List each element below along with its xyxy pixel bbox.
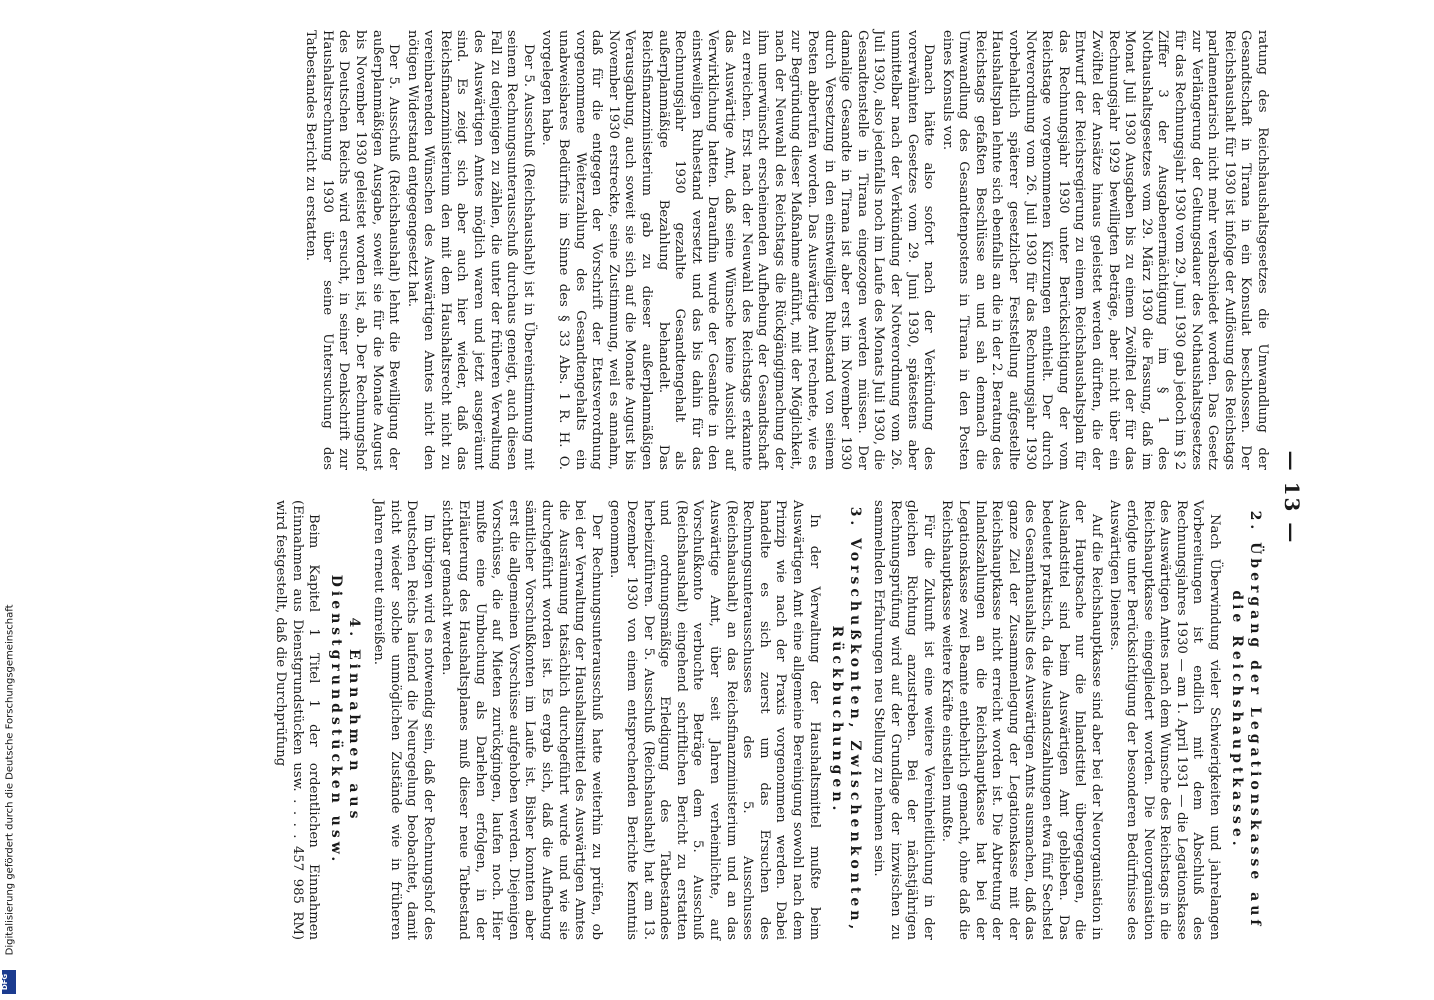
paragraph: Der 5. Ausschuß (Reichshaushalt) lehnt die Bewilligung der außerplanmäßigen Ausgabe, soweit sie für die Monate August bis November 1930 geleistet worden ist, ab. Der Rechnungshof des Deutschen Reichs wird ersucht, in seiner Denkschrift zur Haushaltsrechnung 1930 über seine Untersuchung des Tatbestandes Bericht zu erstatten. [303, 30, 402, 470]
paragraph: Danach hätte also sofort nach der Verkündung des vorerwähnten Gesetzes vom 29. Juni 1930, spätestens aber unmittelbar nach der Verkündung der Notverordnung vom 26. Juli 1930, also jedenfalls noch im Laufe des Monats Juli 1930, die Gesandtenstelle in Tirana eingezogen werden müssen. Der damalige Gesandte in Tirana ist aber erst im November 1930 durch Versetzung in den einstweiligen Ruhestand von seinem Posten abberufen worden. Das Auswärtige Amt rechnete, wie es zur Begründung dieser Maßnahme anführt, mit der Möglichkeit, nach der Neuwahl des Reichstags die Rückgängigmachung der ihm unerwünscht erscheinenden Aufhebung der Gesandtschaft zu erreichen. Erst nach der Neuwahl des Reichstags erkannte das Auswärtige Amt, daß seine Wünsche keine Aussicht auf Verwirklichung hatten. Daraufhin wurde der Gesandte in den einstweiligen Ruhestand versetzt und das bis dahin für das Rechnungsjahr 1930 gezahlte Gesandtengehalt als außerplanmäßige Bezahlung behandelt. Das Reichsfinanzministerium gab zu dieser außerplanmäßigen Verausgabung, auch soweit sie sich auf die Monate August bis November 1930 erstreckte, seine Zustimmung, weil es annahm, daß für die entgegen der Vorschrift der Etatsverordnung vorgenommene Weiterzahlung des Gesandtengehalts ein unabweisbares Bedürfnis im Sinne des § 33 Abs. 1 R. H. O. vorgelegen habe. [539, 30, 937, 470]
paragraph: In der Verwaltung der Haushaltsmittel mußte beim Auswärtigen Amt eine allgemeine Bereinigung sowohl nach dem Prinzip wie nach der Praxis vorgenommen werden. Dabei handelte es sich zuerst um das Ersuchen des Rechnungsunterausschusses des 5. Ausschusses (Reichshaushalt) an das Reichsfinanzministerium und an das Auswärtige Amt, über seit Jahren verheimlichte, auf Vorschußkonto verbuchte Beträge dem 5. Ausschuß (Reichshaushalt) eingehend schriftlichen Bericht zu erstatten und ordnungsmäßige Erledigung des Tatbestandes herbeizuführen. Der 5. Ausschuß (Reichshaushalt) hat am 13. Dezember 1930 von einem entsprechenden Berichte Kenntnis genommen. [607, 500, 822, 940]
dfg-logo [2, 970, 16, 994]
right-column [270, 500, 1270, 940]
scanned-page [135, 20, 1310, 975]
paragraph: Nach Überwindung vieler Schwierigkeiten und jahrelangen Vorbereitungen ist endlich mit dem Abschluß des Rechnungsjahres 1930 — am 1. April 1931 — die Legationskasse des Auswärtigen Amtes nach dem Wunsche des Reichstags in die Reichshauptkasse eingegliedert worden. Die Neuorganisation erfolgte unter Berücksichtigung der besonderen Bedürfnisse des Auswärtigen Dienstes. [1107, 500, 1222, 940]
paragraph: Der Rechnungsunterausschuß hatte weiterhin zu prüfen, ob bei der Verwaltung der Haushaltsmittel des Auswärtigen Amtes die Ausräumung tatsächlich durchgeführt wurde und wie sie durchgeführt worden ist. Es ergab sich, daß die Aufhebung sämtlicher Vorschußkonten im Laufe ist. Bisher konnten aber erst die allgemeinen Vorschüsse aufgehoben werden. Diejenigen Vorschüsse, die auf Mieten zurückgingen, laufen noch. Hier mußte eine Umbuchung als Darlehen erfolgen, in der Erläuterung des Haushaltsplanes muß dieser neue Tatbestand sichtbar gemacht werden. [439, 500, 604, 940]
section-heading: 2. Übergang der Legationskasse auf die Reichshauptkasse. [1229, 510, 1263, 930]
left-column [300, 30, 1270, 470]
digitization-credit [2, 605, 16, 995]
rotated-page-content [135, 20, 1310, 975]
logo-text: DFG [1, 973, 10, 991]
paragraph: Auf die Reichshauptkasse sind aber bei der Neuorganisation in der Hauptsache nur die Inlandstitel übergegangen, die Auslandstitel sind beim Auswärtigen Amt geblieben. Das bedeutet praktisch, da die Auslandszahlungen etwa fünf Sechstel des Gesamthaushalts des Auswärtigen Amts ausmachen, daß das ganze Ziel der Zusammenlegung der Legationskasse mit der Reichshauptkasse nicht erreicht worden ist. Die Abtretung der Inlandszahlungen an die Reichshauptkasse hat bei der Legationskasse zwei Beamte entbehrlich gemacht, ohne daß die Reichshauptkasse weitere Kräfte einstellen mußte. [939, 500, 1104, 940]
paragraph: Beim Kapitel 1 Titel 1 der ordentlichen Einnahmen (Einnahmen aus Dienstgrundstücken usw. . . . . 457 985 RM) wird festgestellt, daß die Durchprüfung [273, 500, 322, 940]
page-number: — 13 — [1280, 450, 1304, 545]
paragraph: ratung des Reichshaushaltsgesetzes die Umwandlung der Gesandtschaft in Tirana in ein Konsulat beschlossen. Der Reichshaushalt für 1930 ist infolge der Auflösung des Reichstags parlamentarisch nicht mehr verabschiedet worden. Das Gesetz zur Verlängerung der Geltungsdauer des Nothaushaltsgesetzes für das Rechnungsjahr 1930 vom 29. Juni 1930 gab jedoch im § 2 Ziffer 3 der Ausgabenermächtigung im § 1 des Nothaushaltsgesetzes vom 29. März 1930 die Fassung, daß im Monat Juli 1930 Ausgaben bis zu einem Zwölftel der für das Rechnungsjahr 1929 bewilligten Beträge, aber nicht über ein Zwölftel der Ansätze hinaus geleistet werden dürften, die der Entwurf der Reichsregierung zu einem Reichshaushaltsplan für das Rechnungsjahr 1930 unter Berücksichtigung der vom Reichstage vorgenommenen Kürzungen enthielt. Der durch Notverordnung vom 26. Juli 1930 für das Rechnungsjahr 1930 vorbehaltlich späterer gesetzlicher Feststellung aufgestellte Haushaltsplan lehnte sich ebenfalls an die in der 2. Beratung des Reichstags gefaßten Beschlüsse an und sah demnach die Umwandlung des Gesandtenpostens in Tirana in den Posten eines Konsuls vor. [939, 30, 1270, 470]
paragraph: Für die Zukunft ist eine weitere Vereinheitlichung in der gleichen Richtung anzustreben. Bei der nächstjährigen Rechnungsprüfung wird auf der Grundlage der inzwischen zu sammelnden Erfahrungen neu Stellung zu nehmen sein. [871, 500, 936, 940]
paragraph: Der 5. Ausschuß (Reichshaushalt) ist in Übereinstimmung mit seinem Rechnungsunterausschuß durchaus geneigt, auch diesen Fall zu denjenigen zu zählen, die unter der früheren Verwaltung des Auswärtigen Amtes möglich waren und jetzt ausgeräumt sind. Es zeigt sich aber auch hier wieder, daß das Reichsfinanzministerium den mit dem Haushaltsrecht nicht zu vereinbarenden Wünschen des Auswärtigen Amtes nicht den nötigen Widerstand entgegengesetzt hat. [404, 30, 536, 470]
credit-text: Digitalisierung gefördert durch die Deutsche Forschungsgemeinschaft [4, 604, 16, 956]
paragraph: Im übrigen wird es notwendig sein, daß der Rechnungshof des Deutschen Reichs laufend die Neuregelung beobachtet, damit nicht wieder solche unmöglichen Zustände wie in früheren Jahren erneut einreißen. [371, 500, 436, 940]
section-heading: 3. Vorschußkonten, Zwischenkonten, Rückbuchungen. [828, 506, 863, 934]
section-heading: 4. Einnahmen aus Dienstgrundstücken usw. [328, 574, 363, 866]
